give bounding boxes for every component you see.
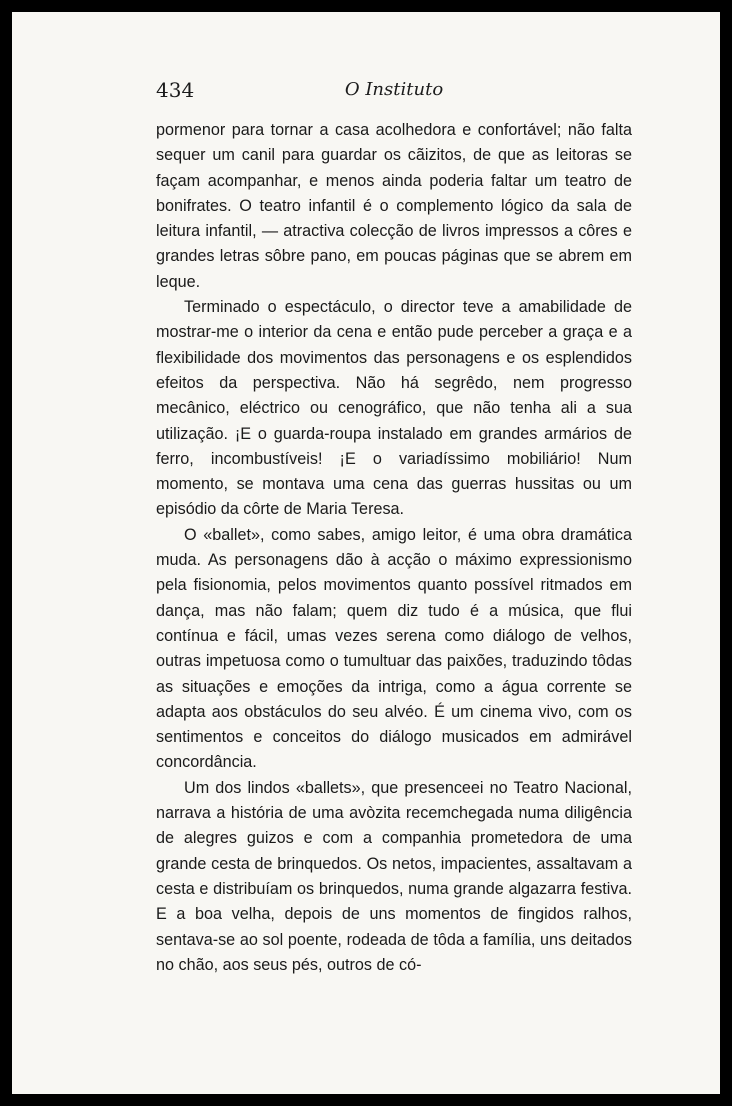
paragraph-teatro-nacional: Um dos lindos «ballets», que presenceei no Teatro Nacional, narrava a história de uma avòzita recemchegada numa diligência de alegres guizos e com a companhia prometedora de uma grande cesta de brinquedos. Os netos, impacientes, assaltavam a cesta e distribuíam os brinquedos, numa grande algazarra festiva. E a boa velha, depois de uns momentos de fingidos ralhos, sentava-se ao sol poente, rodeada de tôda a família, uns deitados no chão, aos seus pés, outros de có- [156, 778, 632, 974]
body-text [156, 118, 632, 978]
running-head [156, 78, 632, 108]
page-number: 434 [156, 78, 195, 102]
book-page [12, 12, 720, 1094]
paragraph-continuation: pormenor para tornar a casa acolhedora e confortável; não falta sequer um canil para guardar os cãizitos, de que as leitoras se façam acompanhar, e menos ainda poderia faltar um teatro de bonifrates. O teatro infantil é o complemento lógico da sala de leitura infantil, — atractiva colecção de livros impressos a côres e grandes letras sôbre pano, em poucas páginas que se abrem em leque. [156, 121, 632, 291]
paragraph-espectaculo: Terminado o espectáculo, o director teve a amabilidade de mostrar-me o interior da cena e então pude perceber a graça e a flexibilidade dos movimentos das personagens e os esplendidos efeitos da perspectiva. Não há segrêdo, nem progresso mecânico, eléctrico ou cenográfico, que não tenha ali a sua utilização. ¡E o guarda-roupa instalado em grandes armários de ferro, incombustíveis! ¡E o variadíssimo mobiliário! Num momento, se montava uma cena das guerras hussitas ou um episódio da côrte de Maria Teresa. [156, 298, 632, 519]
paragraph-ballet: O «ballet», como sabes, amigo leitor, é uma obra dramática muda. As personagens dão à acção o máximo expressionismo pela fisionomia, pelos movimentos quanto possível ritmados em dança, mas não falam; quem diz tudo é a música, que flui contínua e fácil, umas vezes serena como diálogo de velhos, outras impetuosa como o tumultuar das paixões, traduzindo tôdas as situações e emoções da intriga, como a água corrente se adapta aos obstáculos do seu alvéo. É um cinema vivo, com os sentimentos e conceitos do diálogo musicados em admirável concordância. [156, 525, 632, 772]
running-title: O Instituto [344, 79, 444, 100]
